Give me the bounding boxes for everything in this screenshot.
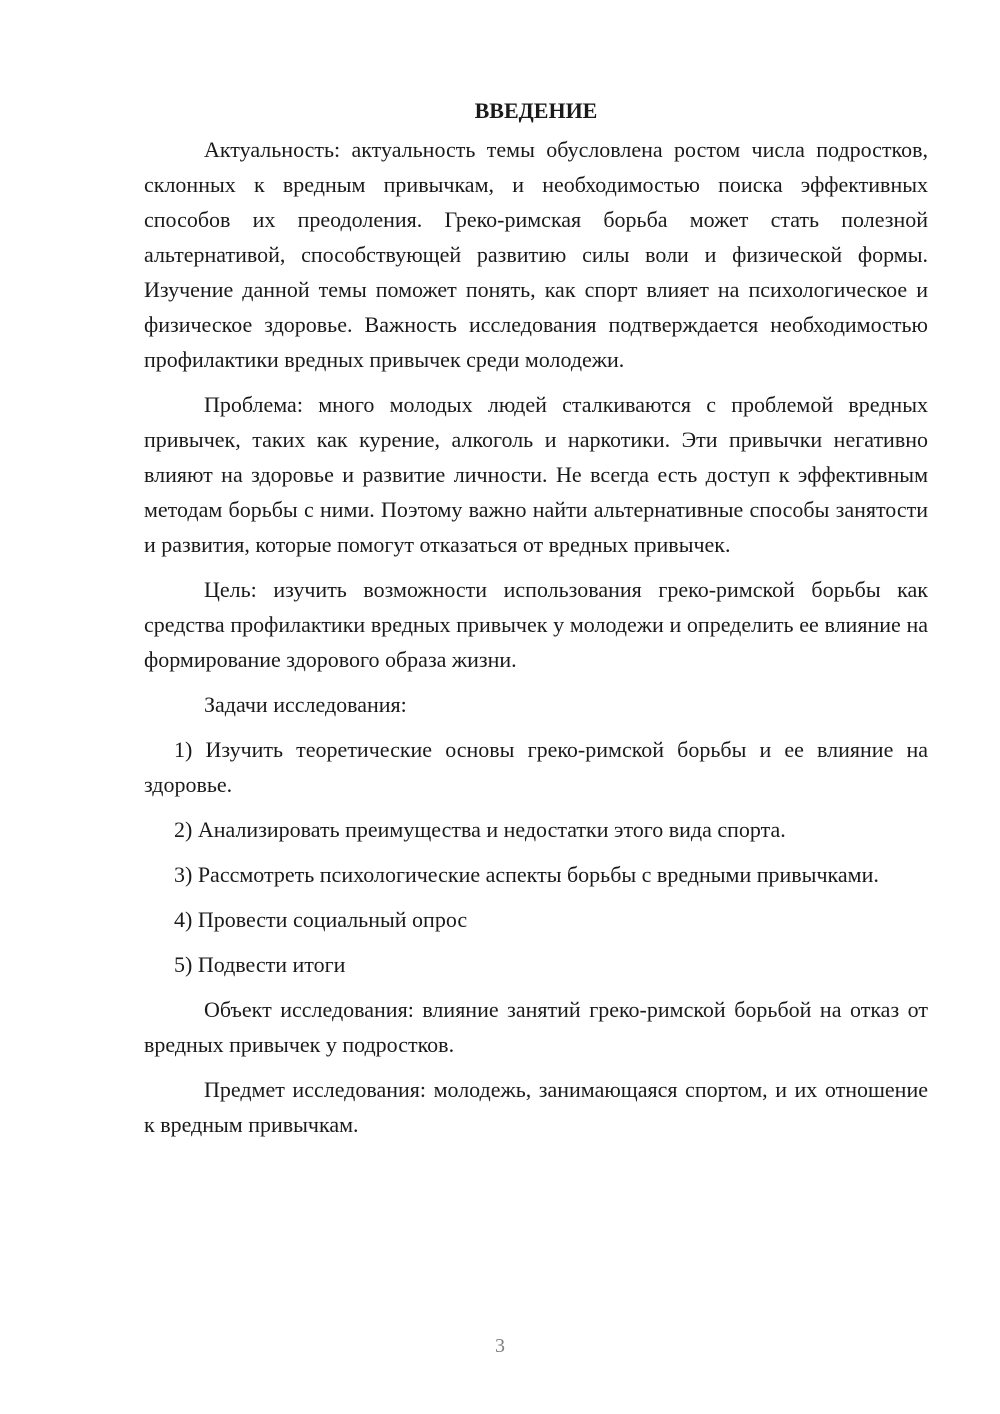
task-item-2: 2) Анализировать преимущества и недостатки этого вида спорта. [174, 817, 786, 842]
paragraph-problem: Проблема: много молодых людей сталкиваются с проблемой вредных привычек, таких как курение, алкоголь и наркотики. Эти привычки негативно влияют на здоровье и развитие личности. Не всегда есть доступ к эффективным методам борьбы с ними. Поэтому важно найти альтернативные способы занятости и развития, которые помогут отказаться от вредных привычек. [144, 392, 928, 557]
page-number: 3 [495, 1335, 505, 1357]
task-item-4: 4) Провести социальный опрос [174, 907, 468, 932]
paragraph-goal: Цель: изучить возможности использования греко-римской борьбы как средства профилактики вредных привычек у молодежи и определить ее влияние на формирование здорового образа жизни. [144, 577, 928, 672]
page-title: ВВЕДЕНИЕ [474, 98, 598, 123]
tasks-title: Задачи исследования: [204, 692, 407, 717]
paragraph-subject: Предмет исследования: молодежь, занимающаяся спортом, и их отношение к вредным привычкам. [144, 1077, 928, 1137]
task-item-1: 1) Изучить теоретические основы греко-римской борьбы и ее влияние на здоровье. [144, 737, 928, 797]
paragraph-relevance: Актуальность: актуальность темы обусловлена ростом числа подростков, склонных к вредным привычкам, и необходимостью поиска эффективных способов их преодоления. Греко-римская борьба может стать полезной альтернативой, способствующей развитию силы воли и физической формы. Изучение данной темы поможет понять, как спорт влияет на психологическое и физическое здоровье. Важность исследования подтверждается необходимостью профилактики вредных привычек среди молодежи. [144, 137, 928, 372]
task-item-3: 3) Рассмотреть психологические аспекты борьбы с вредными привычками. [174, 862, 879, 887]
paragraph-object: Объект исследования: влияние занятий греко-римской борьбой на отказ от вредных привычек у подростков. [144, 997, 928, 1057]
task-item-5: 5) Подвести итоги [174, 952, 346, 977]
document-page [144, 96, 928, 1336]
